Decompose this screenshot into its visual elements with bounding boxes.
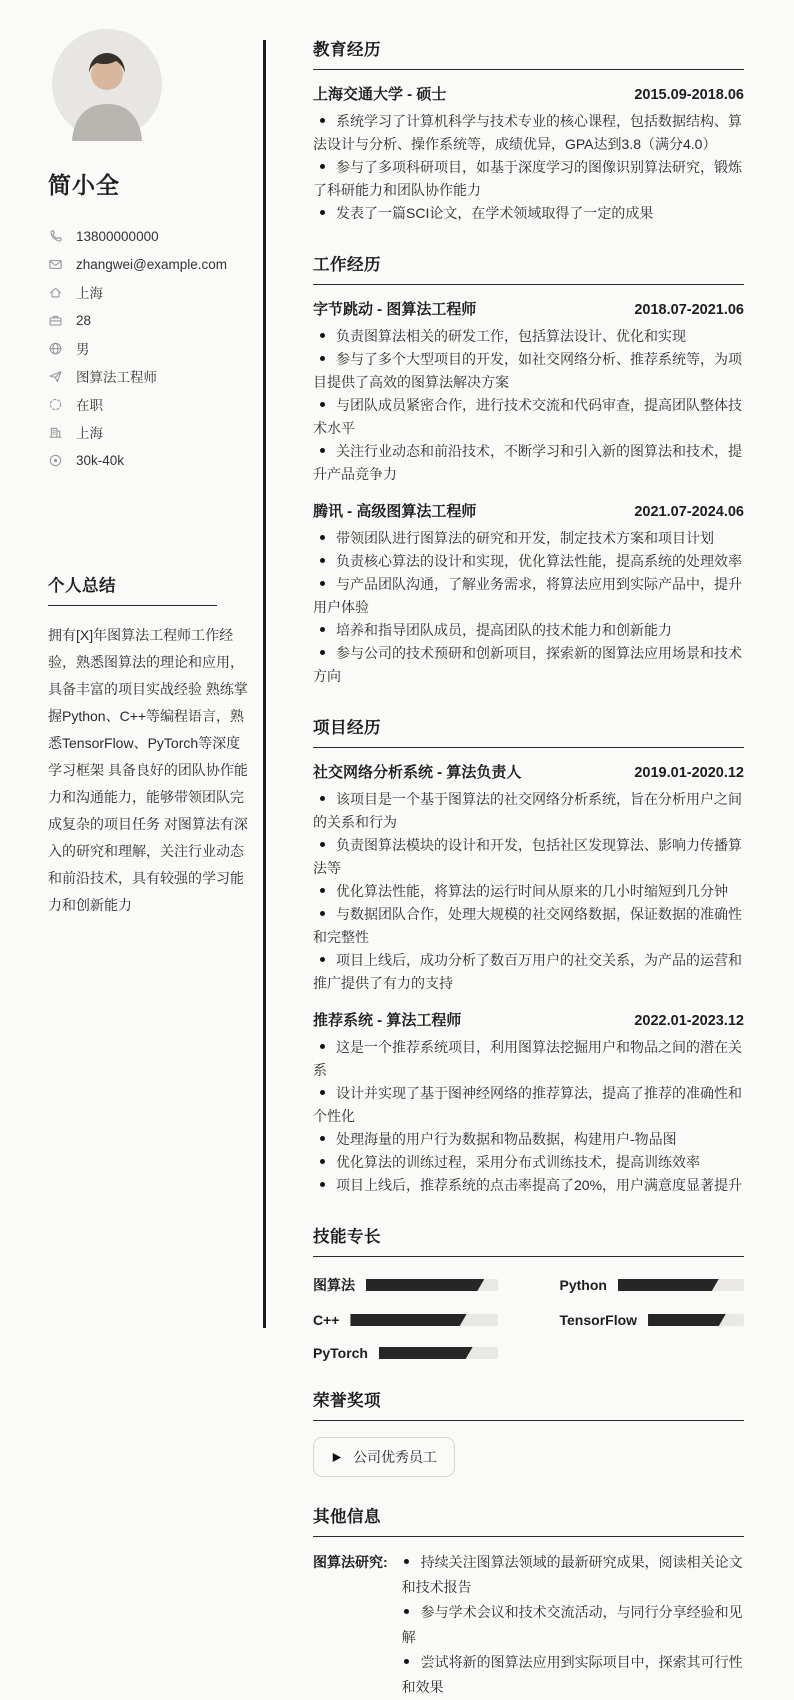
section-education bbox=[313, 36, 744, 225]
bullet-item: 项目上线后，成功分析了数百万用户的社交关系，为产品的运营和推广提供了有力的支持 bbox=[313, 949, 744, 995]
bullet-item: 负责图算法模块的设计和开发，包括社区发现算法、影响力传播算法等 bbox=[313, 834, 744, 880]
contact-item bbox=[48, 250, 248, 278]
bullet-item: 培养和指导团队成员，提高团队的技术能力和创新能力 bbox=[313, 619, 744, 642]
section-title-work: 工作经历 bbox=[313, 251, 744, 285]
entry-title: 腾讯 - 高级图算法工程师 bbox=[313, 503, 477, 520]
skill-bar bbox=[648, 1314, 744, 1326]
contact-item bbox=[48, 418, 248, 446]
contact-value: 28 bbox=[76, 312, 92, 328]
contact-value: 13800000000 bbox=[76, 228, 159, 244]
paper-plane-icon bbox=[48, 369, 63, 384]
contact-item bbox=[48, 278, 248, 306]
entry-header bbox=[313, 298, 744, 319]
bullet-item: 项目上线后，推荐系统的点击率提高了20%，用户满意度显著提升 bbox=[313, 1174, 744, 1197]
section-work bbox=[313, 251, 744, 688]
building-icon bbox=[48, 425, 63, 440]
contact-item bbox=[48, 446, 248, 474]
skill-bar bbox=[379, 1347, 498, 1359]
skill-bar bbox=[366, 1279, 498, 1291]
skill-label: 图算法 bbox=[313, 1277, 355, 1293]
entry-header bbox=[313, 83, 744, 104]
bullet-list bbox=[313, 788, 744, 995]
section-title-other: 其他信息 bbox=[313, 1503, 744, 1537]
skill-row bbox=[313, 1345, 498, 1361]
entry-title: 上海交通大学 - 硕士 bbox=[313, 86, 447, 103]
section-other bbox=[313, 1503, 744, 1700]
skill-row bbox=[313, 1275, 498, 1295]
skills-grid bbox=[313, 1275, 744, 1361]
bullet-item: 这是一个推荐系统项目，利用图算法挖掘用户和物品之间的潜在关系 bbox=[313, 1036, 744, 1082]
bullet-item: 负责图算法相关的研发工作，包括算法设计、优化和实现 bbox=[313, 325, 744, 348]
play-icon bbox=[331, 1452, 342, 1463]
bullet-item: 系统学习了计算机科学与技术专业的核心课程，包括数据结构、算法设计与分析、操作系统等，成绩优异，GPA达到3.8（满分4.0） bbox=[313, 110, 744, 156]
bullet-item: 与产品团队沟通，了解业务需求，将算法应用到实际产品中，提升用户体验 bbox=[313, 573, 744, 619]
contact-item bbox=[48, 390, 248, 418]
target-icon bbox=[48, 453, 63, 468]
entry bbox=[313, 298, 744, 486]
entry-header bbox=[313, 761, 744, 782]
entry-date: 2019.01-2020.12 bbox=[634, 765, 744, 781]
entry-header bbox=[313, 500, 744, 521]
entry-title: 字节跳动 - 图算法工程师 bbox=[313, 301, 477, 318]
summary-text: 拥有[X]年图算法工程师工作经验，熟悉图算法的理论和应用，具备丰富的项目实战经验 熟练掌握Python、C++等编程语言，熟悉TensorFlow、PyTorch等深度学习框架 具备良好的团队协作能力和沟通能力，能够带领团队完成复杂的项目任务 对图算法有深入的研究和理解，关注行业动态和前沿技术，具有较强的学习能力和创新能力 bbox=[48, 627, 248, 913]
entry-date: 2022.01-2023.12 bbox=[634, 1013, 744, 1029]
summary-title: 个人总结 bbox=[48, 572, 217, 606]
honor-tag[interactable] bbox=[313, 1437, 455, 1477]
contact-value: 上海 bbox=[76, 426, 103, 441]
entry bbox=[313, 500, 744, 688]
bullet-item: 处理海量的用户行为数据和物品数据，构建用户-物品图 bbox=[313, 1128, 744, 1151]
contact-value: 上海 bbox=[76, 286, 103, 301]
person-name: 简小全 bbox=[48, 172, 120, 198]
entry-date: 2018.07-2021.06 bbox=[634, 302, 744, 318]
contact-value: 男 bbox=[76, 342, 90, 357]
mail-icon bbox=[48, 257, 63, 272]
section-title-honors: 荣誉奖项 bbox=[313, 1387, 744, 1421]
avatar bbox=[52, 29, 162, 139]
contact-value: zhangwei@example.com bbox=[76, 256, 228, 272]
bullet-item: 参与公司的技术预研和创新项目，探索新的图算法应用场景和技术方向 bbox=[313, 642, 744, 688]
bullet-item: 发表了一篇SCI论文，在学术领域取得了一定的成果 bbox=[313, 202, 744, 225]
bullet-item: 参与了多个大型项目的开发，如社交网络分析、推荐系统等，为项目提供了高效的图算法解决方案 bbox=[313, 348, 744, 394]
entry bbox=[313, 83, 744, 225]
entry bbox=[313, 761, 744, 995]
bullet-list bbox=[313, 527, 744, 688]
bullet-list bbox=[313, 325, 744, 486]
skill-fill bbox=[618, 1279, 719, 1291]
section-title-skills: 技能专长 bbox=[313, 1223, 744, 1257]
globe-icon bbox=[48, 341, 63, 356]
entry-title: 社交网络分析系统 - 算法负责人 bbox=[313, 764, 522, 781]
skill-label: Python bbox=[559, 1277, 607, 1293]
phone-icon bbox=[48, 229, 63, 244]
bullet-item: 负责核心算法的设计和实现，优化算法性能，提高系统的处理效率 bbox=[313, 550, 744, 573]
bullet-item: 该项目是一个基于图算法的社交网络分析系统，旨在分析用户之间的关系和行为 bbox=[313, 788, 744, 834]
contact-item bbox=[48, 222, 248, 250]
contact-value: 在职 bbox=[76, 398, 103, 413]
bullet-item: 持续关注图算法领域的最新研究成果，阅读相关论文和技术报告 bbox=[402, 1550, 744, 1600]
bullet-item: 优化算法性能，将算法的运行时间从原来的几小时缩短到几分钟 bbox=[313, 880, 744, 903]
skill-fill bbox=[350, 1314, 466, 1326]
contact-item bbox=[48, 362, 248, 390]
skill-label: PyTorch bbox=[313, 1345, 368, 1361]
bullet-item: 与数据团队合作，处理大规模的社交网络数据，保证数据的准确性和完整性 bbox=[313, 903, 744, 949]
bullet-item: 带领团队进行图算法的研究和开发，制定技术方案和项目计划 bbox=[313, 527, 744, 550]
skill-fill bbox=[366, 1279, 484, 1291]
bullet-item: 尝试将新的图算法应用到实际项目中，探索其可行性和效果 bbox=[402, 1650, 744, 1700]
bullet-item: 优化算法的训练过程，采用分布式训练技术，提高训练效率 bbox=[313, 1151, 744, 1174]
labeled-row bbox=[313, 1550, 744, 1700]
contact-list bbox=[48, 222, 248, 474]
bullet-item: 设计并实现了基于图神经网络的推荐算法，提高了推荐的准确性和个性化 bbox=[313, 1082, 744, 1128]
entry-date: 2015.09-2018.06 bbox=[634, 87, 744, 103]
entry bbox=[313, 1009, 744, 1197]
main-content bbox=[313, 22, 744, 1700]
bullet-item: 参与了多项科研项目，如基于深度学习的图像识别算法研究，锻炼了科研能力和团队协作能力 bbox=[313, 156, 744, 202]
status-icon bbox=[48, 397, 63, 412]
skill-row bbox=[560, 1275, 745, 1295]
summary-section bbox=[48, 572, 248, 919]
bullet-list bbox=[402, 1550, 744, 1700]
entry-title: 推荐系统 - 算法工程师 bbox=[313, 1012, 462, 1029]
honor-tag-label: 公司优秀员工 bbox=[353, 1449, 437, 1465]
section-skills bbox=[313, 1223, 744, 1361]
section-honors bbox=[313, 1387, 744, 1477]
contact-item bbox=[48, 306, 248, 334]
entry-date: 2021.07-2024.06 bbox=[634, 504, 744, 520]
skill-row bbox=[313, 1312, 498, 1328]
skill-bar bbox=[618, 1279, 744, 1291]
bullet-item: 与团队成员紧密合作，进行技术交流和代码审查，提高团队整体技术水平 bbox=[313, 394, 744, 440]
bullet-list bbox=[313, 110, 744, 225]
skill-row bbox=[560, 1312, 745, 1328]
sidebar bbox=[48, 29, 248, 919]
contact-value: 图算法工程师 bbox=[76, 370, 157, 385]
skill-fill bbox=[379, 1347, 473, 1359]
section-title-education: 教育经历 bbox=[313, 36, 744, 70]
skill-label: C++ bbox=[313, 1312, 340, 1328]
section-title-projects: 项目经历 bbox=[313, 714, 744, 748]
contact-value: 30k-40k bbox=[76, 452, 125, 468]
briefcase-icon bbox=[48, 313, 63, 328]
tag-list bbox=[313, 1437, 744, 1477]
contact-item bbox=[48, 334, 248, 362]
vertical-divider bbox=[263, 40, 266, 1328]
skill-bar bbox=[350, 1314, 497, 1326]
bullet-item: 参与学术会议和技术交流活动，与同行分享经验和见解 bbox=[402, 1600, 744, 1650]
skill-label: TensorFlow bbox=[559, 1312, 638, 1328]
bullet-item: 关注行业动态和前沿技术，不断学习和引入新的图算法和技术，提升产品竞争力 bbox=[313, 440, 744, 486]
entry-header bbox=[313, 1009, 744, 1030]
other-info-label: 图算法研究: bbox=[313, 1554, 388, 1570]
section-projects bbox=[313, 714, 744, 1197]
home-icon bbox=[48, 285, 63, 300]
bullet-list bbox=[313, 1036, 744, 1197]
skill-fill bbox=[648, 1314, 726, 1326]
